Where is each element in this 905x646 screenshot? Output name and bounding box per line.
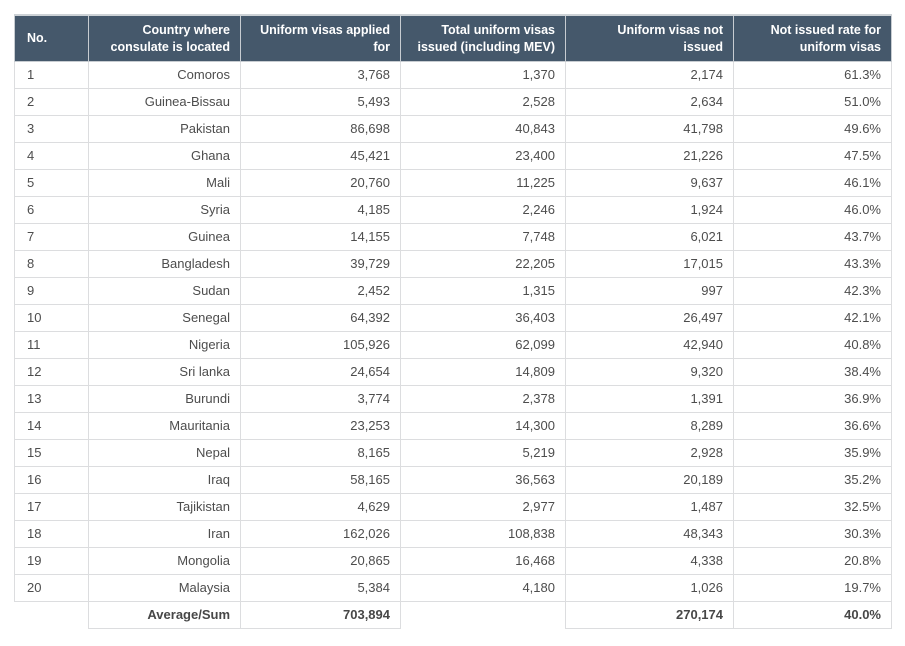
cell-rate: 46.1% bbox=[734, 170, 892, 197]
cell-rate: 61.3% bbox=[734, 62, 892, 89]
cell-not-issued: 1,391 bbox=[566, 386, 734, 413]
cell-country: Iraq bbox=[89, 467, 241, 494]
cell-not-issued: 9,320 bbox=[566, 359, 734, 386]
cell-applied-for: 8,165 bbox=[241, 440, 401, 467]
table-row bbox=[15, 116, 892, 143]
cell-not-issued: 1,026 bbox=[566, 575, 734, 602]
summary-not-issued-total: 270,174 bbox=[566, 602, 734, 629]
cell-rate: 42.1% bbox=[734, 305, 892, 332]
cell-no: 10 bbox=[15, 305, 89, 332]
cell-rate: 36.6% bbox=[734, 413, 892, 440]
table-row bbox=[15, 170, 892, 197]
table-row bbox=[15, 575, 892, 602]
table-row bbox=[15, 278, 892, 305]
summary-cell-empty-issued bbox=[401, 602, 566, 629]
cell-not-issued: 6,021 bbox=[566, 224, 734, 251]
cell-rate: 35.9% bbox=[734, 440, 892, 467]
cell-not-issued: 9,637 bbox=[566, 170, 734, 197]
cell-applied-for: 3,774 bbox=[241, 386, 401, 413]
cell-issued: 2,528 bbox=[401, 89, 566, 116]
cell-issued: 14,300 bbox=[401, 413, 566, 440]
cell-rate: 19.7% bbox=[734, 575, 892, 602]
cell-not-issued: 2,174 bbox=[566, 62, 734, 89]
table-row bbox=[15, 89, 892, 116]
cell-not-issued: 2,928 bbox=[566, 440, 734, 467]
cell-no: 20 bbox=[15, 575, 89, 602]
cell-rate: 42.3% bbox=[734, 278, 892, 305]
cell-no: 11 bbox=[15, 332, 89, 359]
cell-rate: 36.9% bbox=[734, 386, 892, 413]
cell-issued: 2,977 bbox=[401, 494, 566, 521]
cell-applied-for: 20,865 bbox=[241, 548, 401, 575]
cell-rate: 38.4% bbox=[734, 359, 892, 386]
header-row bbox=[15, 15, 892, 62]
cell-country: Syria bbox=[89, 197, 241, 224]
summary-cell-empty-no bbox=[15, 602, 89, 629]
table-row bbox=[15, 386, 892, 413]
cell-issued: 36,403 bbox=[401, 305, 566, 332]
cell-applied-for: 39,729 bbox=[241, 251, 401, 278]
cell-country: Sri lanka bbox=[89, 359, 241, 386]
table-row bbox=[15, 224, 892, 251]
cell-not-issued: 20,189 bbox=[566, 467, 734, 494]
cell-applied-for: 2,452 bbox=[241, 278, 401, 305]
cell-country: Nepal bbox=[89, 440, 241, 467]
cell-country: Guinea-Bissau bbox=[89, 89, 241, 116]
cell-issued: 36,563 bbox=[401, 467, 566, 494]
cell-applied-for: 58,165 bbox=[241, 467, 401, 494]
table-row bbox=[15, 251, 892, 278]
cell-applied-for: 45,421 bbox=[241, 143, 401, 170]
cell-applied-for: 5,384 bbox=[241, 575, 401, 602]
cell-no: 14 bbox=[15, 413, 89, 440]
cell-no: 7 bbox=[15, 224, 89, 251]
cell-applied-for: 86,698 bbox=[241, 116, 401, 143]
cell-applied-for: 23,253 bbox=[241, 413, 401, 440]
cell-no: 6 bbox=[15, 197, 89, 224]
table-row bbox=[15, 413, 892, 440]
cell-applied-for: 4,185 bbox=[241, 197, 401, 224]
cell-not-issued: 48,343 bbox=[566, 521, 734, 548]
cell-country: Sudan bbox=[89, 278, 241, 305]
cell-not-issued: 17,015 bbox=[566, 251, 734, 278]
table-row bbox=[15, 305, 892, 332]
col-header-not-issued: Uniform visas not issued bbox=[566, 15, 734, 62]
cell-not-issued: 42,940 bbox=[566, 332, 734, 359]
col-header-country: Country where consulate is located bbox=[89, 15, 241, 62]
cell-not-issued: 1,924 bbox=[566, 197, 734, 224]
cell-rate: 30.3% bbox=[734, 521, 892, 548]
table-row bbox=[15, 62, 892, 89]
cell-no: 15 bbox=[15, 440, 89, 467]
table-row bbox=[15, 467, 892, 494]
summary-applied-total: 703,894 bbox=[241, 602, 401, 629]
cell-no: 5 bbox=[15, 170, 89, 197]
col-header-rate: Not issued rate for uniform visas bbox=[734, 15, 892, 62]
cell-no: 12 bbox=[15, 359, 89, 386]
cell-issued: 14,809 bbox=[401, 359, 566, 386]
cell-issued: 40,843 bbox=[401, 116, 566, 143]
cell-applied-for: 5,493 bbox=[241, 89, 401, 116]
table-body bbox=[15, 62, 892, 602]
col-header-applied: Uniform visas applied for bbox=[241, 15, 401, 62]
cell-not-issued: 26,497 bbox=[566, 305, 734, 332]
cell-rate: 35.2% bbox=[734, 467, 892, 494]
cell-rate: 43.7% bbox=[734, 224, 892, 251]
table-row bbox=[15, 332, 892, 359]
cell-rate: 40.8% bbox=[734, 332, 892, 359]
cell-applied-for: 162,026 bbox=[241, 521, 401, 548]
table-row bbox=[15, 494, 892, 521]
cell-country: Mongolia bbox=[89, 548, 241, 575]
cell-country: Pakistan bbox=[89, 116, 241, 143]
cell-no: 19 bbox=[15, 548, 89, 575]
cell-no: 18 bbox=[15, 521, 89, 548]
cell-not-issued: 21,226 bbox=[566, 143, 734, 170]
cell-country: Nigeria bbox=[89, 332, 241, 359]
cell-issued: 62,099 bbox=[401, 332, 566, 359]
cell-rate: 49.6% bbox=[734, 116, 892, 143]
cell-issued: 11,225 bbox=[401, 170, 566, 197]
cell-not-issued: 8,289 bbox=[566, 413, 734, 440]
cell-rate: 46.0% bbox=[734, 197, 892, 224]
cell-country: Iran bbox=[89, 521, 241, 548]
cell-not-issued: 41,798 bbox=[566, 116, 734, 143]
cell-rate: 51.0% bbox=[734, 89, 892, 116]
cell-applied-for: 64,392 bbox=[241, 305, 401, 332]
cell-rate: 20.8% bbox=[734, 548, 892, 575]
cell-issued: 2,378 bbox=[401, 386, 566, 413]
visa-statistics-table bbox=[14, 14, 892, 629]
cell-no: 13 bbox=[15, 386, 89, 413]
cell-issued: 23,400 bbox=[401, 143, 566, 170]
cell-no: 4 bbox=[15, 143, 89, 170]
cell-country: Guinea bbox=[89, 224, 241, 251]
cell-not-issued: 997 bbox=[566, 278, 734, 305]
cell-not-issued: 4,338 bbox=[566, 548, 734, 575]
cell-no: 9 bbox=[15, 278, 89, 305]
cell-issued: 22,205 bbox=[401, 251, 566, 278]
cell-issued: 2,246 bbox=[401, 197, 566, 224]
cell-issued: 108,838 bbox=[401, 521, 566, 548]
cell-applied-for: 14,155 bbox=[241, 224, 401, 251]
cell-applied-for: 20,760 bbox=[241, 170, 401, 197]
cell-applied-for: 4,629 bbox=[241, 494, 401, 521]
cell-rate: 32.5% bbox=[734, 494, 892, 521]
table-row bbox=[15, 440, 892, 467]
cell-no: 17 bbox=[15, 494, 89, 521]
summary-rate: 40.0% bbox=[734, 602, 892, 629]
cell-country: Burundi bbox=[89, 386, 241, 413]
cell-no: 16 bbox=[15, 467, 89, 494]
cell-country: Ghana bbox=[89, 143, 241, 170]
cell-issued: 1,370 bbox=[401, 62, 566, 89]
table-row bbox=[15, 143, 892, 170]
col-header-no: No. bbox=[15, 15, 89, 62]
cell-country: Senegal bbox=[89, 305, 241, 332]
cell-no: 2 bbox=[15, 89, 89, 116]
table-row bbox=[15, 521, 892, 548]
cell-rate: 43.3% bbox=[734, 251, 892, 278]
cell-country: Malaysia bbox=[89, 575, 241, 602]
cell-rate: 47.5% bbox=[734, 143, 892, 170]
cell-not-issued: 1,487 bbox=[566, 494, 734, 521]
cell-applied-for: 24,654 bbox=[241, 359, 401, 386]
table-footer bbox=[15, 602, 892, 629]
cell-issued: 5,219 bbox=[401, 440, 566, 467]
table-header bbox=[15, 15, 892, 62]
table-row bbox=[15, 197, 892, 224]
cell-country: Comoros bbox=[89, 62, 241, 89]
cell-applied-for: 105,926 bbox=[241, 332, 401, 359]
cell-country: Mali bbox=[89, 170, 241, 197]
cell-no: 3 bbox=[15, 116, 89, 143]
cell-country: Tajikistan bbox=[89, 494, 241, 521]
summary-label: Average/Sum bbox=[89, 602, 241, 629]
cell-issued: 1,315 bbox=[401, 278, 566, 305]
cell-not-issued: 2,634 bbox=[566, 89, 734, 116]
cell-country: Bangladesh bbox=[89, 251, 241, 278]
cell-country: Mauritania bbox=[89, 413, 241, 440]
cell-issued: 7,748 bbox=[401, 224, 566, 251]
table-row bbox=[15, 359, 892, 386]
summary-row bbox=[15, 602, 892, 629]
cell-applied-for: 3,768 bbox=[241, 62, 401, 89]
cell-issued: 4,180 bbox=[401, 575, 566, 602]
cell-issued: 16,468 bbox=[401, 548, 566, 575]
cell-no: 1 bbox=[15, 62, 89, 89]
table-row bbox=[15, 548, 892, 575]
col-header-issued: Total uniform visas issued (including MEV) bbox=[401, 15, 566, 62]
cell-no: 8 bbox=[15, 251, 89, 278]
